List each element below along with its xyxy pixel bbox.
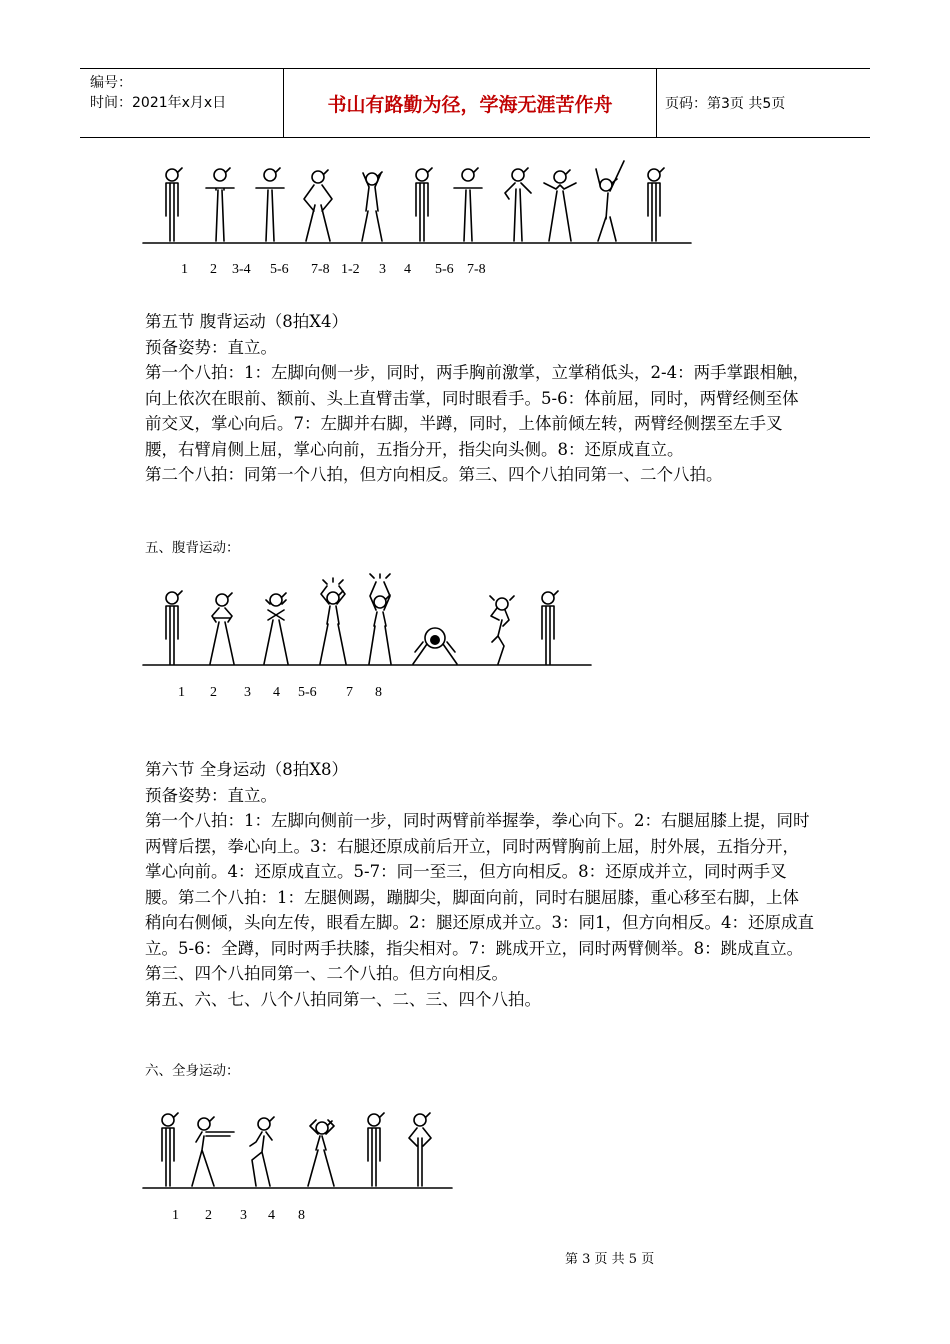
- stick-figure: [206, 168, 234, 241]
- stick-figure: [166, 591, 182, 664]
- section-title: 第六节 全身运动（8拍X8）: [145, 760, 348, 779]
- header-left: [80, 69, 283, 137]
- paragraph: 第二个八拍：同第一个八拍，但方向相反。第三、四个八拍同第一、二个八拍。: [145, 465, 723, 484]
- header-date: 时间：2021年x月x日: [90, 95, 227, 111]
- stick-figure: [162, 1113, 178, 1186]
- prep-posture: 预备姿势：直立。: [145, 337, 277, 357]
- stick-figure: [210, 593, 234, 664]
- exercise-figure-1: [140, 155, 695, 250]
- stick-figure: [369, 574, 391, 664]
- beat-label: 4: [404, 262, 411, 277]
- beat-label: 4: [273, 685, 280, 700]
- stick-figure: [505, 168, 531, 241]
- stick-figure: [308, 1120, 334, 1186]
- beat-label: 5-6: [435, 262, 454, 277]
- figure-2-caption: 五、腹背运动：: [145, 540, 240, 556]
- stick-figure: [256, 168, 284, 241]
- stick-figure: [320, 578, 346, 664]
- beat-label: 3: [244, 685, 251, 700]
- beat-label: 1-2: [341, 262, 360, 277]
- section-5-body: [145, 309, 815, 488]
- exercise-figure-3: [140, 1098, 455, 1193]
- beat-label: 2: [210, 262, 217, 277]
- beat-label: 8: [298, 1208, 305, 1223]
- paragraph: 第一个八拍：1：左脚向侧一步，同时，两手胸前激掌，立掌稍低头，2-4：两手掌跟相触，向上依次在眼前、额前、头上直臂击掌，同时眼看手。5-6：体前屈，同时，两臂经侧至体前交叉，掌心向后。7：左脚并右脚，半蹲，同时，上体前倾左转，两臂经侧摆至左手叉腰，右臂肩侧上屈，掌心向前，五指分开，指尖向头侧。8：还原成直立。: [145, 363, 810, 459]
- prep-posture: 预备姿势：直立。: [145, 785, 277, 805]
- stick-figure: [264, 593, 288, 664]
- stick-figure: [250, 1117, 274, 1186]
- header-page-number: 页码：第3页 共5页: [665, 96, 786, 112]
- stick-figure: [166, 168, 182, 241]
- beat-label: 3: [379, 262, 386, 277]
- stick-figure: [542, 591, 558, 664]
- stick-figure: [416, 168, 432, 241]
- stick-figure: [362, 172, 382, 241]
- paragraph: 第三、四个八拍同第一、二个八拍。但方向相反。: [145, 964, 508, 983]
- figure-1-beats: [0, 262, 950, 282]
- section-6-body: [145, 757, 815, 1012]
- stick-figure: [544, 170, 576, 241]
- beat-label: 2: [210, 685, 217, 700]
- figure-3-beats: [0, 1208, 950, 1228]
- footer-page-number: 第 3 页 共 5 页: [565, 1252, 655, 1267]
- stick-figure: [490, 596, 514, 664]
- header-motto: 书山有路勤为径，学海无涯苦作舟: [283, 69, 657, 137]
- section-title: 第五节 腹背运动（8拍X4）: [145, 312, 348, 331]
- beat-label: 5-6: [270, 262, 289, 277]
- stick-figure: [409, 1113, 431, 1186]
- beat-label: 3: [240, 1208, 247, 1223]
- stick-figure: [454, 168, 482, 241]
- stick-figure: [596, 161, 624, 241]
- stick-figure: [192, 1117, 234, 1186]
- beat-label: 7-8: [311, 262, 330, 277]
- paragraph: 第五、六、七、八个八拍同第一、二、三、四个八拍。: [145, 989, 541, 1009]
- doc-number-label: 编号：: [90, 75, 132, 91]
- stick-figure: [368, 1113, 384, 1186]
- beat-label: 3-4: [232, 262, 251, 277]
- exercise-figure-2: [140, 572, 595, 670]
- beat-label: 2: [205, 1208, 212, 1223]
- paragraph: 第一个八拍：1：左脚向侧前一步，同时两臂前举握拳，拳心向下。2：右腿屈膝上提，同时两臂后摆，拳心向上。3：右腿还原成前后开立，同时两臂胸前上屈，肘外展，五指分开，掌心向前。4：还原成直立。5-7：同一至三，但方向相反。8：还原成并立，同时两手叉腰。第二个八拍：1：左腿侧踢，蹦脚尖，脚面向前，同时右腿屈膝，重心移至右脚，上体稍向右侧倾，头向左传，眼看左脚。2：腿还原成并立。3：同1，但方向相反。4：还原成直立。5-6：全蹲，同时两手扶膝，指尖相对。7：跳成开立，同时两臂侧举。8：跳成直立。: [145, 811, 814, 958]
- beat-label: 1: [181, 262, 188, 277]
- beat-label: 4: [268, 1208, 275, 1223]
- beat-label: 5-6: [298, 685, 317, 700]
- beat-label: 1: [172, 1208, 179, 1223]
- beat-label: 7-8: [467, 262, 486, 277]
- stick-figure: [648, 168, 664, 241]
- stick-figure: [413, 628, 457, 664]
- figure-3-caption: 六、全身运动：: [145, 1063, 240, 1079]
- beat-label: 8: [375, 685, 382, 700]
- beat-label: 1: [178, 685, 185, 700]
- stick-figure: [304, 170, 332, 241]
- beat-label: 7: [346, 685, 353, 700]
- page-header: [80, 68, 870, 138]
- figure-2-beats: [0, 685, 950, 705]
